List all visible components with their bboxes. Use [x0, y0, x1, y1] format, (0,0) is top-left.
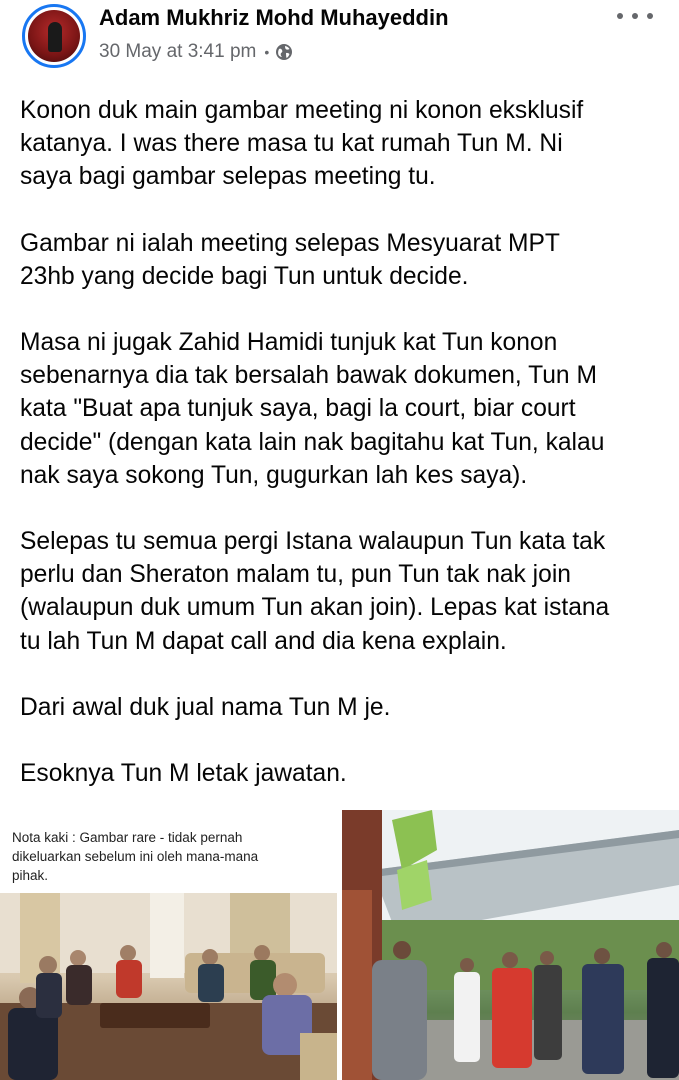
caption-line: dikeluarkan sebelum ini oleh mana-mana [12, 849, 259, 864]
text-line: perlu dan Sheraton malam tu, pun Tun tak nak join [20, 561, 571, 589]
author-name[interactable]: Adam Mukhriz Mohd Muhayeddin [99, 5, 449, 30]
text-line: Masa ni jugak Zahid Hamidi tunjuk kat Tun konon [20, 329, 558, 357]
text-line: sebenarnya dia tak bersalah bawak dokumen, Tun M [20, 362, 597, 390]
text-line: saya bagi gambar selepas meeting tu. [20, 163, 436, 191]
text-line: Esoknya Tun M letak jawatan. [20, 760, 347, 788]
text-line: nak saya sokong Tun, gugurkan lah kes saya). [20, 461, 528, 489]
text-line: tu lah Tun M dapat call and dia kena explain. [20, 627, 507, 655]
post-header [0, 0, 679, 75]
photo-caption [12, 828, 312, 885]
text-line: Selepas tu semua pergi Istana walaupun Tun kata tak [20, 528, 606, 556]
photo-meeting-room[interactable] [0, 810, 337, 1080]
text-line: katanya. I was there masa tu kat rumah Tun M. Ni [20, 130, 563, 158]
text-line: 23hb yang decide bagi Tun untuk decide. [20, 262, 469, 290]
meeting-room-image [0, 893, 337, 1080]
text-line: Gambar ni ialah meeting selepas Mesyuarat MPT [20, 229, 560, 257]
avatar[interactable] [22, 4, 86, 68]
text-line: kata "Buat apa tunjuk saya, bagi la court, biar court [20, 395, 576, 423]
post-timestamp[interactable]: 30 May at 3:41 pm [99, 41, 257, 62]
text-line: Dari awal duk jual nama Tun M je. [20, 693, 391, 721]
meta-separator: • [264, 44, 270, 60]
photo-outdoor-gathering[interactable] [342, 810, 679, 1080]
more-horizontal-icon[interactable] [617, 6, 653, 26]
outdoor-illustration [342, 810, 679, 1080]
photo-grid [0, 810, 679, 1080]
globe-icon[interactable] [275, 43, 293, 61]
text-line: decide" (dengan kata lain nak bagitahu kat Tun, kalau [20, 428, 605, 456]
text-line: Konon duk main gambar meeting ni konon eksklusif [20, 97, 584, 124]
text-line: (walaupun duk umum Tun akan join). Lepas kat istana [20, 594, 610, 622]
avatar-figure [48, 22, 62, 52]
post-meta [99, 41, 293, 63]
meeting-room-illustration [0, 893, 337, 1080]
post-text [20, 94, 670, 790]
avatar-image [28, 10, 80, 62]
caption-line: pihak. [12, 868, 49, 883]
caption-line: Nota kaki : Gambar rare - tidak pernah [12, 830, 243, 845]
